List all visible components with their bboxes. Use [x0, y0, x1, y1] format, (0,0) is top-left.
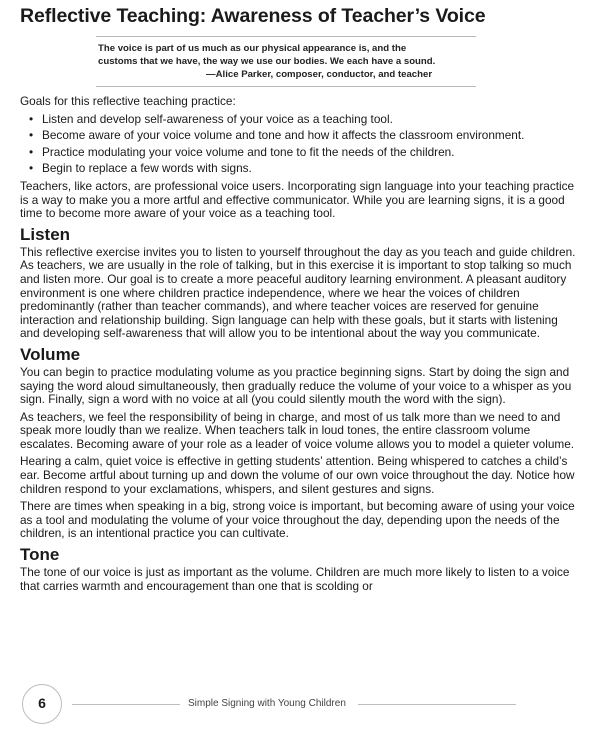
bullet-icon: • — [29, 128, 34, 143]
list-item: • Listen and develop self-awareness of your voice as a teaching tool. — [29, 111, 393, 126]
bullet-icon: • — [29, 111, 34, 126]
page-footer — [0, 684, 600, 724]
bullet-icon: • — [29, 161, 34, 176]
volume-paragraph: There are times when speaking in a big, strong voice is important, but becoming aware of using your voice as a tool and modulating the volume of your voice throughout the day, depending upon the needs of the children, is an intentional practice you can cultivate. — [20, 499, 575, 541]
quote-top-divider — [96, 36, 476, 37]
intro-paragraph: Teachers, like actors, are professional voice users. Incorporating sign language into your teaching practice is a way to make you a more artful and effective communicator. While you are learning signs, it is a good time to become more aware of your voice as a teaching tool. — [20, 178, 575, 221]
section-heading-listen: Listen — [20, 224, 71, 244]
goals-list — [20, 113, 580, 176]
body-text — [20, 95, 580, 597]
section-heading-volume: Volume — [20, 344, 81, 364]
volume-paragraph: As teachers, we feel the responsibility of being in charge, and most of us talk more than we need to and speak more loudly than we realize. When teachers talk in loud tones, the entire classroom volume escalates. Becoming aware of your role as a leader of voice volume allows you to model a quieter volume. — [20, 409, 575, 451]
volume-paragraph: You can begin to practice modulating volume as you practice beginning signs. Start by doing the sign and saying the word aloud simultaneously, then gradually reduce the volume of your voice to a whisper as you sign. Finally, sign a word with no voice at all (you could silently mouth the word with the sign). — [20, 364, 572, 407]
bullet-icon: • — [29, 144, 34, 159]
list-item: • Practice modulating your voice volume and tone to fit the needs of the children. — [29, 144, 455, 159]
list-item: • Become aware of your voice volume and tone and how it affects the classroom environment. — [29, 128, 525, 143]
quote-bottom-divider — [96, 86, 476, 87]
quote-line: customs that we have, the way we use our bodies. We each have a sound. — [98, 56, 436, 67]
quote-attribution: —Alice Parker, composer, conductor, and teacher — [206, 69, 433, 80]
volume-paragraph: Hearing a calm, quiet voice is effective in getting students’ attention. Being whispered to catches a child’s ear. Become artful about turning up and down the volume of our own voice throughout the day. Notice how children respond to your exclamations, whispers, and silent gestures and signs. — [20, 454, 575, 496]
listen-paragraph: This reflective exercise invites you to listen to yourself throughout the day as you teach and guide children. As teachers, we are usually in the role of talking, but in this exercise it is important to stop talking so much and listen more. Our goal is to create a more peaceful auditory learning environment. A pleasant auditory environment is one where children practice independence, where we hear the voices of children predominantly (rather than teacher commands), and where teacher voices are reserved for genuine interaction and relationship building. Sign language can help with these goals, but it starts with listening and developing self-awareness that will allow you to be intentional about the way you communicate. — [20, 244, 576, 341]
list-item: • Begin to replace a few words with signs. — [29, 161, 252, 176]
footer-book-title: Simple Signing with Young Children — [188, 698, 346, 709]
page-title: Reflective Teaching: Awareness of Teacher’s Voice — [20, 5, 486, 27]
page-number: 6 — [38, 695, 46, 711]
quote-line: The voice is part of us much as our physical appearance is, and the — [98, 43, 407, 54]
footer-rule-left — [72, 704, 180, 705]
goals-intro: Goals for this reflective teaching practice: — [20, 94, 236, 108]
footer-rule-right — [358, 704, 516, 705]
section-heading-tone: Tone — [20, 545, 60, 565]
tone-paragraph: The tone of our voice is just as important as the volume. Children are much more likely to listen to a voice that carries warmth and encouragement than one that is scolding or — [20, 565, 570, 593]
epigraph-quote — [98, 42, 478, 81]
